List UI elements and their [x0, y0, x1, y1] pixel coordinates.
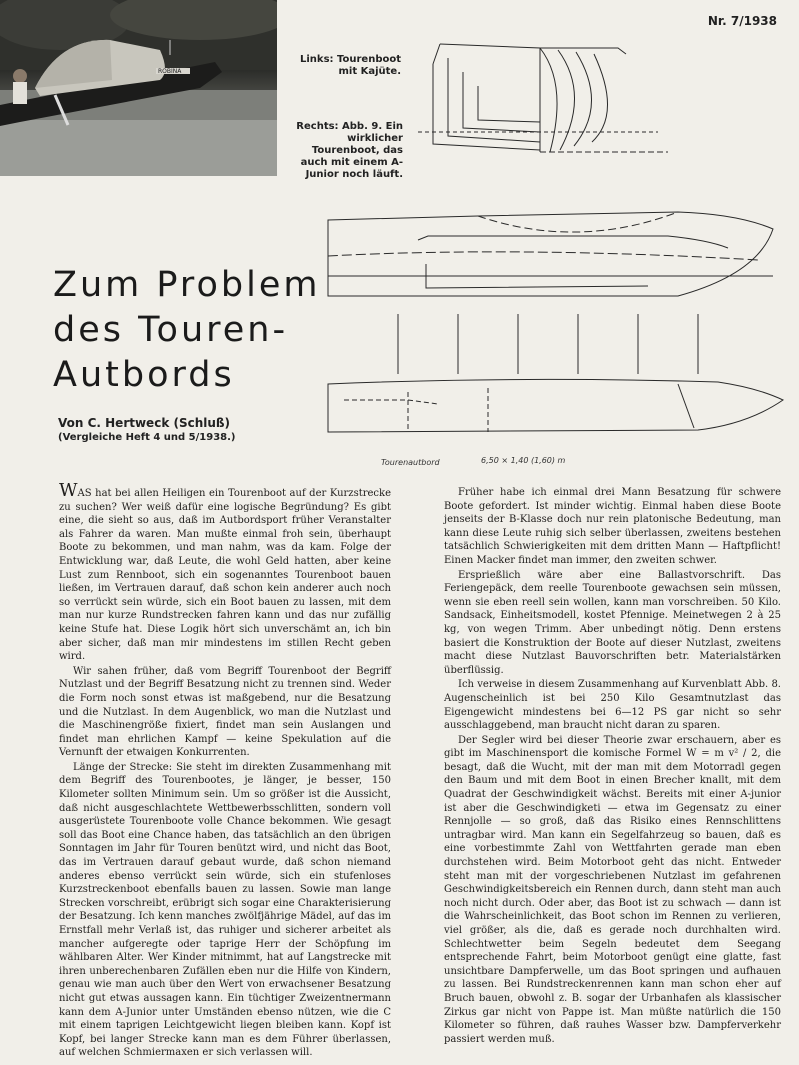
- title-line-3: Autbords: [53, 355, 235, 395]
- article-column-right: [444, 486, 781, 1047]
- paragraph: Ersprießlich wäre aber eine Ballastvorschrift. Das Feriengepäck, dem reelle Tourenboote gewachsen sein müssen, wenn sie eben reell sein wollen, kann man vorschreiben. 50 Kilo. Sandsack, Einheitsmodell, kostet Pfennige. Meinetwegen 2 à 25 kg, von wegen Trimm. Aber unbedingt nötig. Denn erstens basiert die Konstruktion der Boote auf dieser Nutzlast, zweitens macht diese Nutzlast Bauvorschriften betr. Materialstärken überflüssig.: [444, 569, 781, 676]
- boat-photo-drawing: [0, 0, 277, 176]
- drawing-label: Tourenautbord: [381, 458, 440, 467]
- drop-initial: W: [59, 480, 78, 501]
- author-byline: Von C. Hertweck (Schluß): [58, 416, 231, 430]
- caption-left: Links: Tourenboot mit Kajüte.: [300, 54, 401, 77]
- boat-technical-drawing: [318, 24, 788, 454]
- boat-photo: [0, 0, 277, 176]
- paragraph: Früher habe ich einmal drei Mann Besatzung für schwere Boote gefordert. Ist minder wichtig. Einmal haben diese Boote jenseits der B-Klasse doch nur rein platonische Bedeutung, man kann diese Leute ruhig sich selber überlassen, zweitens bestehen tatsächlich Schwierigkeiten mit dem dritten Mann — Haftpflicht! Einen Macker findet man immer, den zweiten schwer.: [444, 487, 781, 566]
- drawing-dimensions: 6,50 × 1,40 (1,60) m: [481, 456, 566, 465]
- article-column-left: [59, 480, 391, 1061]
- boat-name: ROBINA: [158, 68, 182, 75]
- title-line-2: des Touren-: [53, 310, 289, 350]
- paragraph: Länge der Strecke: Sie steht im direkten Zusammenhang mit dem Begriff des Tourenbootes, je länger, je besser, 150 Kilometer sollten Minimum sein. Um so größer ist die Aussicht, daß nicht ausgeschlachtete Wettbewerbsschlitten, sondern voll ausgerüstete Tourenboote volle Chance bekommen. Wie gesagt soll das Boot eine Chance haben, das tatsächlich an den übrigen Sonntagen im Jahr für Touren benützt wird, und nicht das Boot, das im Vertrauen darauf gebaut wurde, daß schon niemand anderes ebenso verrückt sein würde, sich ein stufenloses Kurzstreckenboot ebenfalls bauen zu lassen. Sowie man lange Strecken vorschreibt, erübrigt sich sogar eine Charakterisierung der Besatzung. Ich kenn manches zwölfjährige Mädel, auf das im Ernstfall mehr Verlaß ist, das ruhiger und sicherer arbeitet als mancher aufgeregte oder taprige Herr der Schöpfung im wählbaren Alter. Wer Kinder mitnimmt, hat auf Langstrecke mit ihren unberechenbaren Zufällen eben nur die Hilfe von Kindern, genau wie man auch über den Wert von erwachsener Besatzung nicht gut etwas aussagen kann. Ein tüchtiger Zweizentnermann kann dem A-Junior unter Umständen ebenso nützen, wie die C mit einem taprigen Leichtgewicht liegen bleiben kann. Kopf ist Kopf, bei langer Strecke kann man es dem Führer überlassen, auf welchen Schmiermaxen er sich verlassen will.: [59, 761, 391, 1059]
- paragraph: Der Segler wird bei dieser Theorie zwar erschauern, aber es gibt im Maschinensport die komische Formel W = m v² / 2, die besagt, daß die Wucht, mit der man mit dem Motorradl gegen den Baum und mit dem Boot in einen Brecher knallt, mit dem Quadrat der Geschwindigkeit wächst. Bereits mit einer A-junior ist aber die Geschwindigketi — etwa im Gegensatz zu einer Rennjolle — so groß, daß das Risiko eines Rennschlittens untragbar wird. Man kann ein Segelfahrzeug so bauen, daß es eine vorbestimmte Zahl von Wettfahrten gerade man eben durchstehen wird. Beim Motorboot geht das nicht. Entweder steht man mit der vorgeschriebenen Nutzlast im gefahrenen Geschwindigkeitsbereich ein Rennen durch, dann steht man auch noch nicht durch. Oder aber, das Boot ist zu schwach — dann ist die Wahrscheinlichkeit, das Boot schon im Rennen zu verlieren, viel größer, als die, daß es gerade noch durchhalten wird. Schlechtwetter beim Segeln bedeutet dem Seegang entsprechende Fahrt, beim Motorboot genügt eine glatte, fast unsichtbare Dampferwelle, um das Boot springen und aufhauen zu lassen. Bei Rundstreckenrennen kann man schon eher auf Bruch bauen, obwohl z. B. sogar der Urbanhafen als klassischer Zirkus gar nicht von Pappe ist. Man müßte natürlich die 150 Kilometer so führen, daß rauhes Wasser bzw. Dampferverkehr passiert werden muß.: [444, 734, 781, 1045]
- author-reference: (Vergleiche Heft 4 und 5/1938.): [58, 432, 236, 443]
- article-title: [53, 263, 353, 398]
- paragraph: [59, 480, 391, 664]
- caption-right: Rechts: Abb. 9. Ein wirklicher Tourenboot, das auch mit einem A-Junior noch läuft.: [296, 121, 403, 180]
- page-number: Nr. 7/1938: [707, 14, 777, 28]
- paragraph-text: AS hat bei allen Heiligen ein Tourenboot auf der Kurzstrecke zu suchen? Wer weiß dafür eine logische Begründung? Es gibt eine, die sieht so aus, daß im Autbordsport früher Veranstalter als Fahrer da waren. Man mußte einmal froh sein, überhaupt Boote zu bekommen, und man nahm, was da kam. Folge der Entwicklung war, daß Leute, die wohl Geld hatten, aber keine Lust zum Rennboot, sich ein sogenanntes Tourenboot bauen ließen, im Vertrauen darauf, daß schon kein anderer auch noch so verrückt sein würde, sich ein Boot bauen zu lassen, mit dem man nur kurze Rundstrecken fahren kann und das nur zufällig keine Stufe hat. Diese Logik hört sich unverschämt an, ich bin aber sicher, daß man mir mindestens im stillen Recht geben wird.: [59, 488, 391, 663]
- paragraph: Wir sahen früher, daß vom Begriff Tourenboot der Begriff Nutzlast und der Begriff Besatzung nicht zu trennen sind. Weder die Form noch sonst etwas ist maßgebend, nur die Besatzung und die Nutzlast. In dem Augenblick, wo man die Nutzlast und die Maschinengröße fixiert, findet man sein Auslangen und findet man ehrlichen Kampf — keine Spekulation auf die Vernunft der etwaigen Konkurrenten.: [59, 665, 391, 759]
- title-line-1: Zum Problem: [53, 265, 321, 305]
- paragraph: Ich verweise in diesem Zusammenhang auf Kurvenblatt Abb. 8. Augenscheinlich ist bei 250 Kilo Gesamtnutzlast das Eigengewicht mindestens bei 6—12 PS gar nicht so sehr ausschlaggebend, man braucht nicht daran zu sparen.: [444, 679, 781, 732]
